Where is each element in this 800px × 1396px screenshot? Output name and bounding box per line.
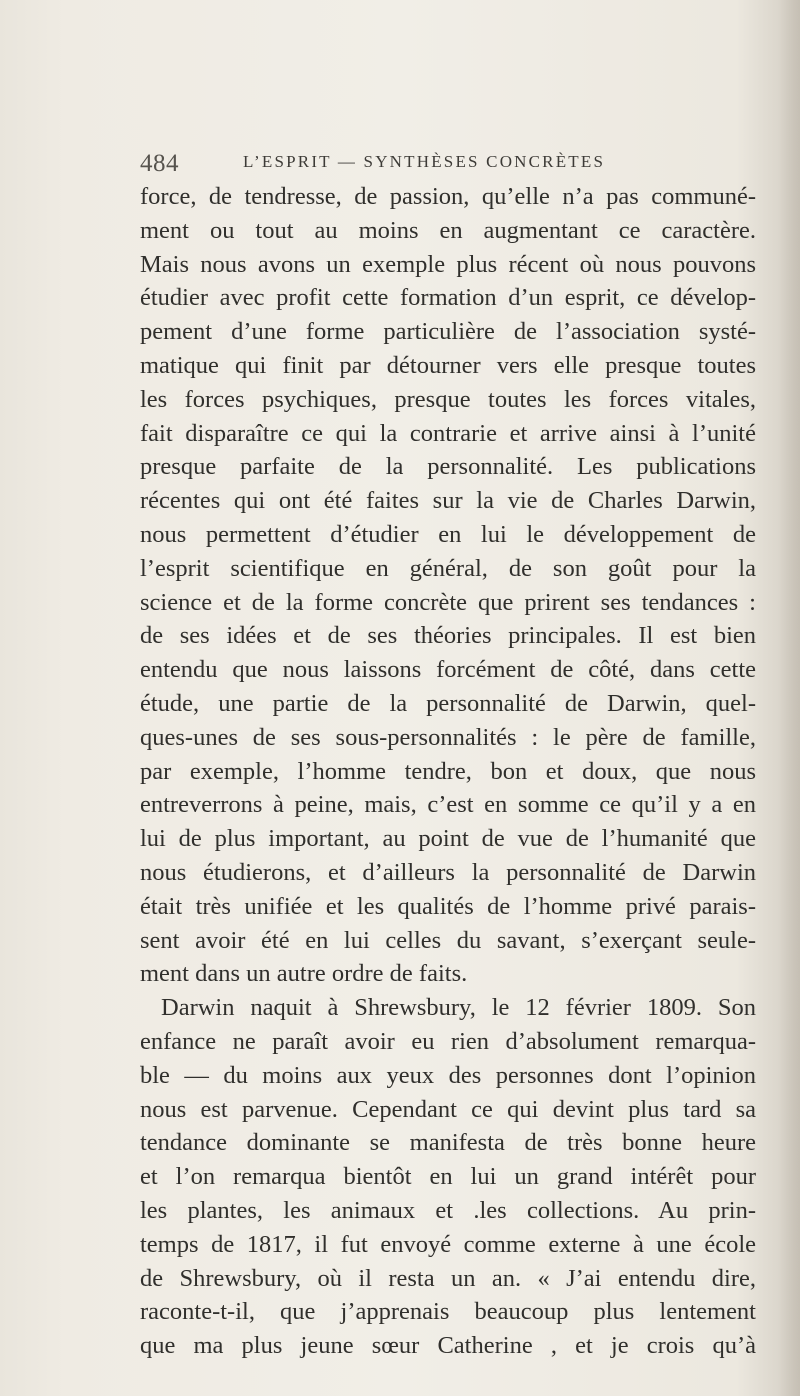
text-line: temps de 1817, il fut envoyé comme externe à une école — [140, 1230, 756, 1258]
page-number: 484 — [140, 150, 179, 177]
text-line: pement d’une forme particulière de l’association systé- — [140, 318, 756, 346]
text-line: et l’on remarqua bientôt en lui un grand intérêt pour — [140, 1163, 756, 1191]
text-line: par exemple, l’homme tendre, bon et doux, que nous — [140, 757, 756, 785]
text-line: entendu que nous laissons forcément de côté, dans cette — [140, 656, 756, 684]
text-line: force, de tendresse, de passion, qu’elle n’a pas communé- — [140, 183, 756, 210]
text-line: de ses idées et de ses théories principales. Il est bien — [140, 622, 756, 650]
text-line: les plantes, les animaux et .les collections. Au prin- — [140, 1196, 756, 1224]
text-line: ble — du moins aux yeux des personnes dont l’opinion — [140, 1061, 756, 1089]
text-line: ment ou tout au moins en augmentant ce caractère. — [140, 216, 756, 244]
text-line: raconte-t-il, que j’apprenais beaucoup plus lentement — [140, 1298, 756, 1326]
text-line: nous étudierons, et d’ailleurs la personnalité de Darwin — [140, 858, 756, 886]
text-line: ques-unes de ses sous-personnalités : le père de famille, — [140, 723, 756, 751]
text-line: l’esprit scientifique en général, de son goût pour la — [140, 554, 756, 582]
text-line: de Shrewsbury, où il resta un an. « J’ai entendu dire, — [140, 1264, 756, 1292]
text-line: récentes qui ont été faites sur la vie de Charles Darwin, — [140, 487, 756, 515]
text-line: que ma plus jeune sœur Catherine , et je crois qu’à — [140, 1332, 756, 1360]
text-line: lui de plus important, au point de vue de l’humanité que — [140, 825, 756, 853]
text-line: presque parfaite de la personnalité. Les publications — [140, 453, 756, 481]
text-line: entreverrons à peine, mais, c’est en somme ce qu’il y a en — [140, 791, 756, 819]
text-line: était très unifiée et les qualités de l’homme privé parais- — [140, 892, 756, 920]
text-line: science et de la forme concrète que prirent ses tendances : — [140, 588, 756, 616]
text-line: fait disparaître ce qui la contrarie et arrive ainsi à l’unité — [140, 419, 756, 447]
text-line: étude, une partie de la personnalité de Darwin, quel- — [140, 689, 756, 717]
text-line: enfance ne paraît avoir eu rien d’absolument remarqua- — [140, 1027, 756, 1055]
text-line: Mais nous avons un exemple plus récent où nous pouvons — [140, 250, 756, 278]
text-line: matique qui finit par détourner vers elle presque toutes — [140, 351, 756, 379]
running-title: L’ESPRIT — SYNTHÈSES CONCRÈTES — [243, 152, 606, 171]
text-line: les forces psychiques, presque toutes les forces vitales, — [140, 385, 756, 413]
text-line: tendance dominante se manifesta de très bonne heure — [140, 1129, 756, 1157]
text-line: sent avoir été en lui celles du savant, s’exerçant seule- — [140, 926, 756, 954]
body-text — [140, 180, 756, 1363]
text-line: Darwin naquit à Shrewsbury, le 12 février 1809. Son — [161, 994, 756, 1022]
text-line: nous est parvenue. Cependant ce qui devint plus tard sa — [140, 1095, 756, 1123]
text-line: étudier avec profit cette formation d’un esprit, ce dévelop- — [140, 284, 756, 312]
page-edge-shadow — [778, 0, 800, 1396]
running-head — [140, 150, 760, 182]
text-line: ment dans un autre ordre de faits. — [140, 960, 468, 988]
text-line: nous permettent d’étudier en lui le développement de — [140, 520, 756, 548]
